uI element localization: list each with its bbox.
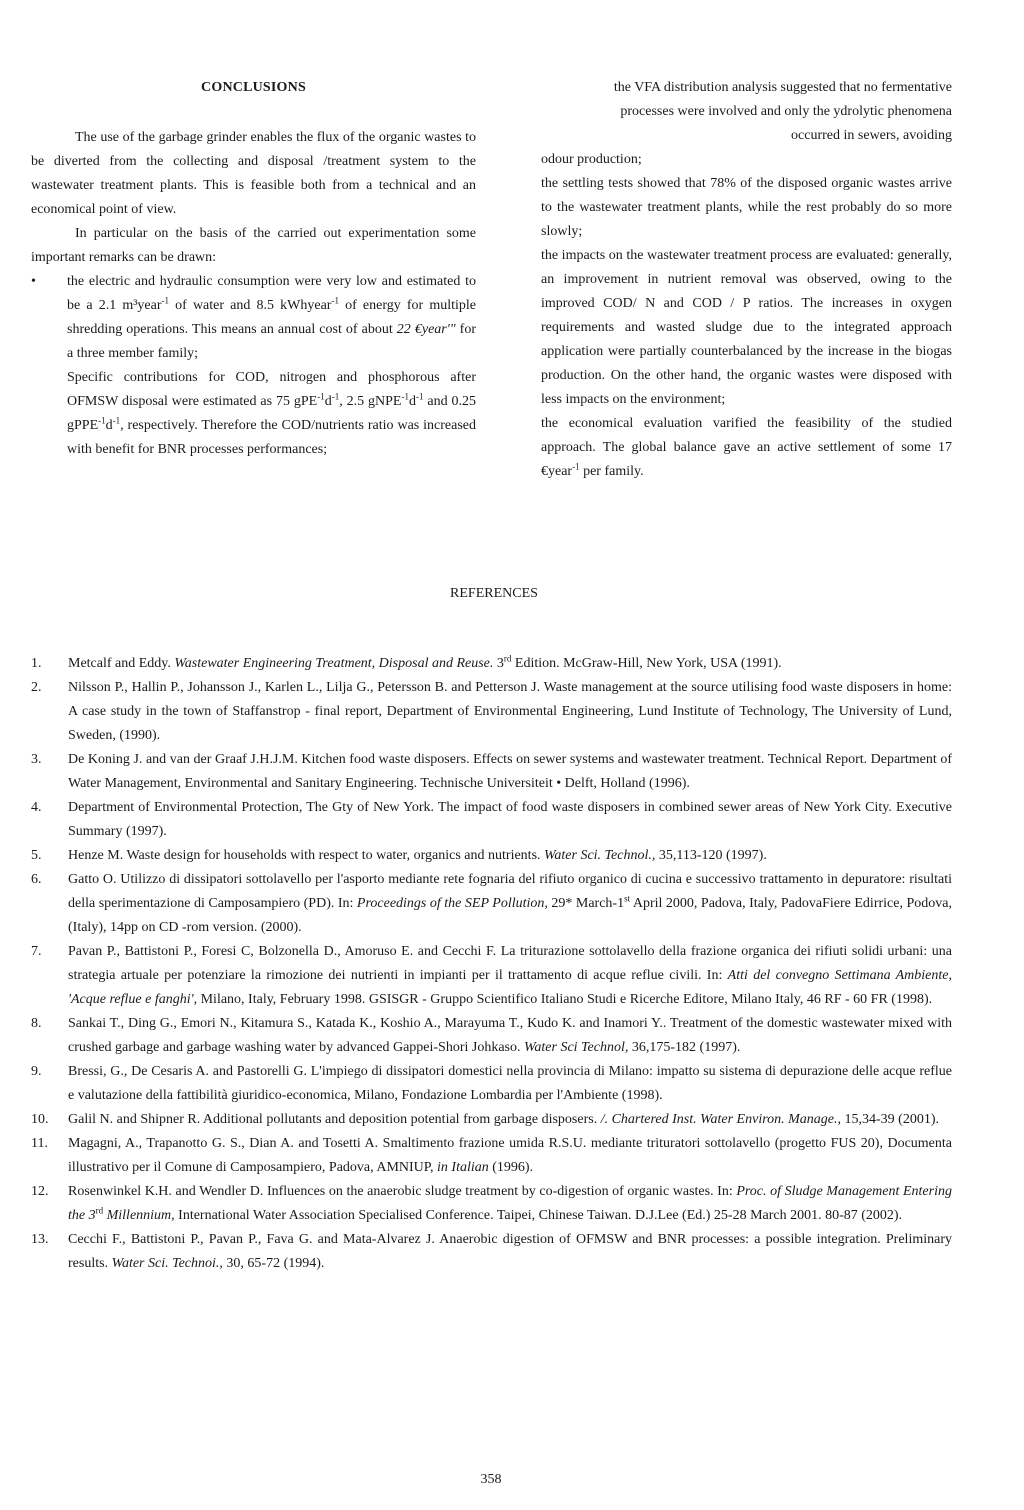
page-number: 358 [480,1472,502,1487]
references-heading: REFERENCES [450,586,538,601]
reference-item: 13. Cecchi F., Battistoni P., Pavan P., Fava G. and Mata-Alvarez J. Anaerobic digestion of OFMSW and BNR processes: a possible integration. Preliminary results. Water Sci. Technoi., 30, 65-72 (1994). [31,1232,952,1271]
reference-item: 11. Magagni, A., Trapanotto G. S., Dian A. and Tosetti A. Smaltimento frazione umida R.S.U. mediante trituratori sottolavello (progetto FUS 20), Documenta illustrativo per il Comune di Camposampiero, Padova, AMNIUP, in Italian (1996). [31,1136,952,1175]
reference-item: 8. Sankai T., Ding G., Emori N., Kitamura S., Katada K., Koshio A., Marayuma T., Kudo K. and Inamori Y.. Treatment of the domestic wastewater mixed with crushed garbage and garbage washing water by advanced Gappei-Shori Johkaso. Water Sci Technol, 36,175-182 (1997). [31,1016,952,1055]
vfa-line-4: odour production; [541,152,642,167]
vfa-line-3: occurred in sewers, avoiding [791,128,952,143]
reference-item: 3. De Koning J. and van der Graaf J.H.J.M. Kitchen food waste disposers. Effects on sewer systems and wastewater treatment. Technical Report. Department of Water Management, Environmental and Sanitary Engineering. Technische Universiteit • Delft, Holland (1996). [31,752,952,791]
item-process-impacts: the impacts on the wastewater treatment process are evaluated: generally, an improvement in nutrient removal was observed, owing to the improved COD/ N and COD / P ratios. The increases in oxygen requirements and wasted sludge due to the integrated approach application were partially counterbalanced by the increase in the biogas production. On the other hand, the organic wastes were disposed with less impacts on the environment; [541,248,952,407]
reference-item: 12. Rosenwinkel K.H. and Wendler D. Influences on the anaerobic sludge treatment by co-digestion of organic wastes. In: Proc. of Sludge Management Entering the 3rd Millennium, International Water Association Specialised Conference. Taipei, Chinese Taiwan. D.J.Lee (Ed.) 25-28 March 2001. 80-87 (2002). [31,1184,952,1223]
reference-item: 9. Bressi, G., De Cesaris A. and Pastorelli G. L'impiego di dissipatori domestici nella provincia di Milano: impatto su sistema di depurazione delle acque reflue e valutazione della fattibilità giuridico-economica, Milano, Fondazione Lombardia per l'Ambiente (1998). [31,1064,952,1103]
reference-item: 6. Gatto O. Utilizzo di dissipatori sottolavello per l'asporto mediante rete fognaria del rifiuto organico di cucina e successivo trattamento in depuratore: risultati della sperimentazione di Camposampiero (PD). In: Proceedings of the SEP Pollution, 29* March-1st April 2000, Padova, Italy, PadovaFiere Edirrice, Podova, (Italy), 14pp on CD -rom version. (2000). [31,872,952,935]
item-settling-tests: the settling tests showed that 78% of the disposed organic wastes arrive to the wastewater treatment plants, while the rest probably do so more slowly; [541,176,952,239]
reference-item: 1. Metcalf and Eddy. Wastewater Engineering Treatment, Disposal and Reuse. 3rd Edition. McGraw-Hill, New York, USA (1991). [31,653,782,671]
item-economical-evaluation: the economical evaluation varified the feasibility of the studied approach. The global balance gave an active settlement of some 17 €year$^{-1}$ per family. [541,416,952,479]
remarks-intro-paragraph: In particular on the basis of the carried out experimentation some important remarks can be drawn: [31,226,476,265]
bullet-item-consumption: • the electric and hydraulic consumption were very low and estimated to be a 2.1 m³year$^{-1}$ of water and 8.5 kWhyear$^{-1}$ of energy for multiple shredding operations. This means an annual cost of about 22 €year'" for a three member family; [31,270,476,366]
vfa-line-2: processes were involved and only the ydrolytic phenomena [620,104,952,119]
reference-item: 7. Pavan P., Battistoni P., Foresi C, Bolzonella D., Amoruso E. and Cecchi F. La triturazione sottolavello della frazione organica dei rifiuti solidi urbani: una strategia artuale per potenziare la rimozione dei nutrienti in impianti per il trattamento di acque reflue civili. In: Atti del convegno Settimana Ambiente, 'Acque reflue e fanghi', Milano, Italy, February 1998. GSISGR - Gruppo Scientifico Italiano Studi e Ricerche Editore, Milano Italy, 46 RF - 60 FR (1998). [31,944,952,1007]
conclusions-left-column [31,76,476,462]
reference-item: 5. Henze M. Waste design for households with respect to water, organics and nutrients. Water Sci. Technol., 35,113-120 (1997). [31,848,767,863]
reference-item: 2. Nilsson P., Hallin P., Johansson J., Karlen L., Lilja G., Petersson B. and Petterson J. Waste management at the source utilising food waste disposers in home: A case study in the town of Staffanstrop - final report, Department of Environmental Engineering, Lund Institute of Technology, The University of Lund, Sweden, (1990). [31,680,952,743]
conclusions-right-column [541,76,952,484]
vfa-line-1: the VFA distribution analysis suggested that no fermentative [613,80,952,95]
conclusions-heading: CONCLUSIONS [201,80,306,95]
bullet-marker: • [31,274,36,289]
reference-item: 4. Department of Environmental Protection, The Gty of New York. The impact of food waste disposers in combined sewer areas of New York City. Executive Summary (1997). [31,800,952,839]
references-list [31,652,952,1276]
reference-item: 10. Galil N. and Shipner R. Additional pollutants and deposition potential from garbage disposers. /. Chartered Inst. Water Environ. Manage., 15,34-39 (2001). [31,1112,940,1127]
conclusions-intro-paragraph: The use of the garbage grinder enables the flux of the organic wastes to be diverted from the collecting and disposal /treatment system to the wastewater treatment plants. This is feasible both from a technical and an economical point of view. [31,130,476,217]
item-specific-contributions: Specific contributions for COD, nitrogen and phosphorous after OFMSW disposal were estimated as 75 $gPE^{-1}d^{-1}$, 2.5 $gNPE^{-1}d^{-1}$ and 0.25 $gPPE^{-1}d^{-1}$, respectively. Therefore the COD/nutrients ratio was increased with benefit for BNR processes performances; [67,370,476,457]
